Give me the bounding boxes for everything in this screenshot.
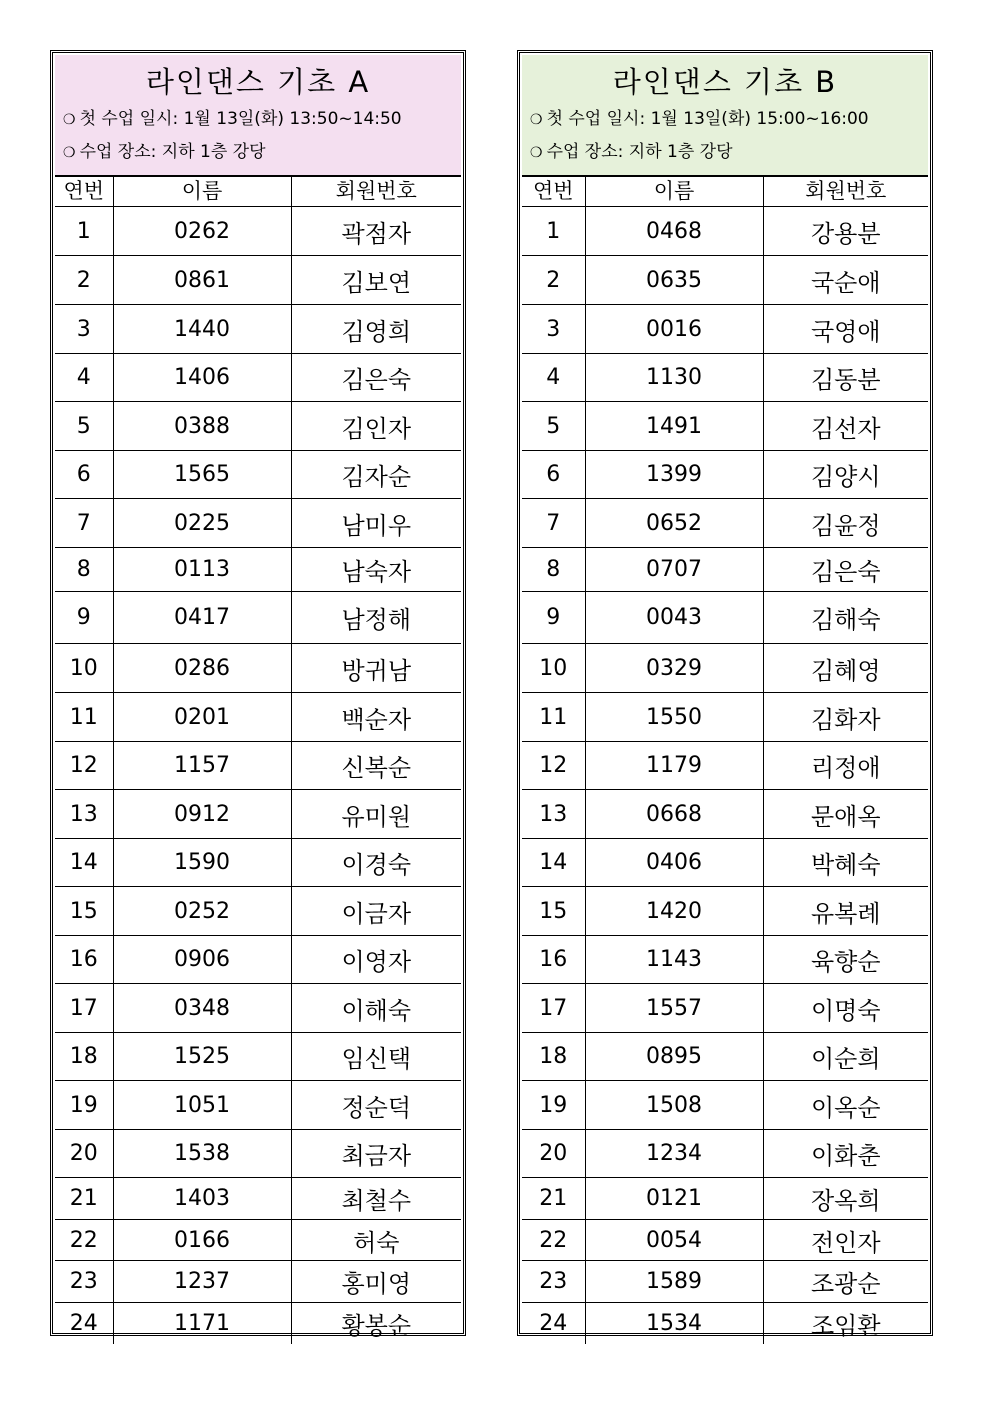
table-row: [522, 354, 928, 402]
row-member-id: 강용분: [763, 207, 928, 256]
row-member-id: 이영자: [291, 936, 461, 984]
row-member-id: 전인자: [763, 1220, 928, 1261]
table-row: [55, 887, 461, 936]
table-row: [522, 693, 928, 742]
row-number: 2: [55, 256, 113, 305]
row-number: 24: [522, 1303, 585, 1344]
row-member-id: 이화춘: [763, 1130, 928, 1178]
row-member-id: 임신택: [291, 1033, 461, 1081]
row-name: 1525: [113, 1033, 291, 1081]
row-number: 22: [55, 1220, 113, 1261]
row-number: 15: [522, 887, 585, 936]
row-member-id: 김해숙: [763, 592, 928, 644]
row-name: 1590: [113, 839, 291, 887]
row-number: 2: [522, 256, 585, 305]
row-name: 0113: [113, 548, 291, 592]
table-row: [55, 839, 461, 887]
row-number: 1: [55, 207, 113, 256]
table-row: [55, 1033, 461, 1081]
row-member-id: 백순자: [291, 693, 461, 742]
row-number: 9: [55, 592, 113, 644]
row-number: 16: [55, 936, 113, 984]
table-row: [522, 207, 928, 256]
row-name: 1157: [113, 742, 291, 790]
row-name: 0406: [585, 839, 763, 887]
table-row: [522, 1303, 928, 1344]
row-name: 0912: [113, 790, 291, 839]
row-number: 8: [55, 548, 113, 592]
class-a-header: [55, 55, 461, 176]
class-b-location: ❍ 수업 장소: 지하 1층 강당: [530, 142, 733, 162]
table-row: [55, 1178, 461, 1220]
class-a-schedule: ❍ 첫 수업 일시: 1월 13일(화) 13:50~14:50: [63, 109, 402, 129]
row-member-id: 정순덕: [291, 1081, 461, 1130]
row-number: 19: [522, 1081, 585, 1130]
row-name: 1237: [113, 1261, 291, 1303]
table-row: [522, 742, 928, 790]
row-number: 13: [55, 790, 113, 839]
row-name: 0668: [585, 790, 763, 839]
row-number: 15: [55, 887, 113, 936]
row-name: 1565: [113, 451, 291, 499]
row-member-id: 김은숙: [763, 548, 928, 592]
table-row: [522, 499, 928, 548]
row-number: 5: [55, 402, 113, 451]
row-name: 0906: [113, 936, 291, 984]
table-row: [522, 1081, 928, 1130]
table-row: [55, 693, 461, 742]
row-number: 22: [522, 1220, 585, 1261]
row-member-id: 장옥희: [763, 1178, 928, 1220]
row-name: 1491: [585, 402, 763, 451]
row-number: 4: [522, 354, 585, 402]
row-name: 0417: [113, 592, 291, 644]
table-row: [55, 742, 461, 790]
row-member-id: 문애옥: [763, 790, 928, 839]
row-name: 0201: [113, 693, 291, 742]
row-name: 0329: [585, 644, 763, 693]
row-number: 20: [55, 1130, 113, 1178]
col-header-name: 이름: [585, 177, 763, 207]
row-number: 11: [522, 693, 585, 742]
table-row: [522, 936, 928, 984]
table-row: [522, 644, 928, 693]
table-row: [55, 644, 461, 693]
class-a-location: ❍ 수업 장소: 지하 1층 강당: [63, 142, 266, 162]
col-header-name: 이름: [113, 177, 291, 207]
row-member-id: 곽점자: [291, 207, 461, 256]
col-header-member-id: 회원번호: [291, 177, 461, 207]
row-member-id: 이명숙: [763, 984, 928, 1033]
class-b-schedule: ❍ 첫 수업 일시: 1월 13일(화) 15:00~16:00: [530, 109, 869, 129]
row-member-id: 김양시: [763, 451, 928, 499]
row-member-id: 이옥순: [763, 1081, 928, 1130]
row-number: 12: [522, 742, 585, 790]
table-row: [55, 936, 461, 984]
row-member-id: 김은숙: [291, 354, 461, 402]
row-number: 14: [55, 839, 113, 887]
row-member-id: 이금자: [291, 887, 461, 936]
row-member-id: 김영희: [291, 305, 461, 354]
col-header-member-id: 회원번호: [763, 177, 928, 207]
row-name: 1051: [113, 1081, 291, 1130]
row-member-id: 신복순: [291, 742, 461, 790]
row-member-id: 이순희: [763, 1033, 928, 1081]
row-name: 1534: [585, 1303, 763, 1344]
row-name: 1143: [585, 936, 763, 984]
row-number: 9: [522, 592, 585, 644]
table-row: [522, 305, 928, 354]
bullet-icon: ❍: [530, 145, 543, 161]
row-member-id: 김인자: [291, 402, 461, 451]
row-member-id: 김혜영: [763, 644, 928, 693]
class-b-title: 라인댄스 기초 B: [612, 65, 838, 99]
row-member-id: 유미원: [291, 790, 461, 839]
row-number: 7: [522, 499, 585, 548]
row-number: 17: [522, 984, 585, 1033]
row-member-id: 육향순: [763, 936, 928, 984]
col-header-number: 연번: [55, 177, 113, 207]
row-member-id: 최철수: [291, 1178, 461, 1220]
table-row: [55, 1220, 461, 1261]
table-row: [522, 1130, 928, 1178]
table-row: [55, 1261, 461, 1303]
bullet-icon: ❍: [63, 145, 76, 161]
table-row: [55, 451, 461, 499]
row-name: 0468: [585, 207, 763, 256]
row-member-id: 국순애: [763, 256, 928, 305]
row-name: 1557: [585, 984, 763, 1033]
row-number: 8: [522, 548, 585, 592]
table-row: [55, 207, 461, 256]
table-row: [522, 1033, 928, 1081]
row-name: 0252: [113, 887, 291, 936]
row-name: 0121: [585, 1178, 763, 1220]
row-member-id: 방귀남: [291, 644, 461, 693]
table-row: [522, 839, 928, 887]
class-a-title: 라인댄스 기초 A: [145, 65, 371, 99]
row-number: 20: [522, 1130, 585, 1178]
row-member-id: 박혜숙: [763, 839, 928, 887]
table-row: [522, 887, 928, 936]
row-member-id: 황봉순: [291, 1303, 461, 1344]
row-name: 1589: [585, 1261, 763, 1303]
table-row: [55, 499, 461, 548]
row-member-id: 김윤정: [763, 499, 928, 548]
row-number: 11: [55, 693, 113, 742]
table-row: [522, 256, 928, 305]
row-number: 17: [55, 984, 113, 1033]
row-name: 0707: [585, 548, 763, 592]
bullet-icon: ❍: [530, 112, 543, 128]
table-row: [522, 1261, 928, 1303]
row-number: 3: [522, 305, 585, 354]
row-name: 0225: [113, 499, 291, 548]
table-row: [55, 354, 461, 402]
row-member-id: 김선자: [763, 402, 928, 451]
row-number: 5: [522, 402, 585, 451]
row-number: 23: [522, 1261, 585, 1303]
table-row: [55, 402, 461, 451]
row-name: 1130: [585, 354, 763, 402]
table-row: [522, 790, 928, 839]
row-member-id: 이해숙: [291, 984, 461, 1033]
row-member-id: 김동분: [763, 354, 928, 402]
row-number: 12: [55, 742, 113, 790]
row-member-id: 남숙자: [291, 548, 461, 592]
row-name: 1440: [113, 305, 291, 354]
row-member-id: 김자순: [291, 451, 461, 499]
row-number: 7: [55, 499, 113, 548]
row-name: 1399: [585, 451, 763, 499]
row-name: 0895: [585, 1033, 763, 1081]
table-row: [55, 548, 461, 592]
col-header-number: 연번: [522, 177, 585, 207]
table-row: [55, 790, 461, 839]
row-name: 1550: [585, 693, 763, 742]
table-row: [522, 592, 928, 644]
row-number: 18: [55, 1033, 113, 1081]
row-member-id: 이경숙: [291, 839, 461, 887]
row-number: 21: [55, 1178, 113, 1220]
row-number: 4: [55, 354, 113, 402]
row-member-id: 조광순: [763, 1261, 928, 1303]
row-name: 0016: [585, 305, 763, 354]
table-row: [522, 1178, 928, 1220]
row-name: 0635: [585, 256, 763, 305]
table-row: [55, 256, 461, 305]
table-row: [55, 1303, 461, 1344]
table-row: [55, 984, 461, 1033]
row-member-id: 최금자: [291, 1130, 461, 1178]
class-b-header: [522, 55, 928, 176]
row-number: 1: [522, 207, 585, 256]
row-number: 13: [522, 790, 585, 839]
row-name: 1406: [113, 354, 291, 402]
row-name: 1179: [585, 742, 763, 790]
class-a-roster: [55, 176, 461, 1344]
row-member-id: 김화자: [763, 693, 928, 742]
row-name: 1234: [585, 1130, 763, 1178]
row-name: 0043: [585, 592, 763, 644]
row-number: 16: [522, 936, 585, 984]
class-a-panel: [50, 50, 466, 1340]
row-number: 10: [522, 644, 585, 693]
row-member-id: 국영애: [763, 305, 928, 354]
table-row: [55, 305, 461, 354]
row-name: 1538: [113, 1130, 291, 1178]
row-number: 6: [55, 451, 113, 499]
row-number: 10: [55, 644, 113, 693]
row-name: 0286: [113, 644, 291, 693]
bullet-icon: ❍: [63, 112, 76, 128]
row-number: 21: [522, 1178, 585, 1220]
table-row: [522, 548, 928, 592]
row-name: 1420: [585, 887, 763, 936]
table-row: [55, 1130, 461, 1178]
row-number: 3: [55, 305, 113, 354]
row-name: 0348: [113, 984, 291, 1033]
row-name: 1508: [585, 1081, 763, 1130]
row-member-id: 남미우: [291, 499, 461, 548]
row-number: 6: [522, 451, 585, 499]
row-name: 1171: [113, 1303, 291, 1344]
table-row: [55, 1081, 461, 1130]
row-name: 1403: [113, 1178, 291, 1220]
row-name: 0652: [585, 499, 763, 548]
table-row: [522, 451, 928, 499]
row-name: 0054: [585, 1220, 763, 1261]
row-number: 14: [522, 839, 585, 887]
row-name: 0861: [113, 256, 291, 305]
table-row: [522, 1220, 928, 1261]
row-number: 18: [522, 1033, 585, 1081]
row-member-id: 홍미영: [291, 1261, 461, 1303]
row-number: 24: [55, 1303, 113, 1344]
row-member-id: 허숙: [291, 1220, 461, 1261]
row-number: 23: [55, 1261, 113, 1303]
row-member-id: 김보연: [291, 256, 461, 305]
class-b-panel: [517, 50, 933, 1340]
table-row: [55, 592, 461, 644]
table-row: [522, 984, 928, 1033]
row-member-id: 유복례: [763, 887, 928, 936]
row-name: 0262: [113, 207, 291, 256]
row-member-id: 조임환: [763, 1303, 928, 1344]
row-name: 0166: [113, 1220, 291, 1261]
row-member-id: 남정해: [291, 592, 461, 644]
table-row: [522, 402, 928, 451]
row-member-id: 리정애: [763, 742, 928, 790]
row-name: 0388: [113, 402, 291, 451]
class-b-roster: [522, 176, 928, 1344]
row-number: 19: [55, 1081, 113, 1130]
